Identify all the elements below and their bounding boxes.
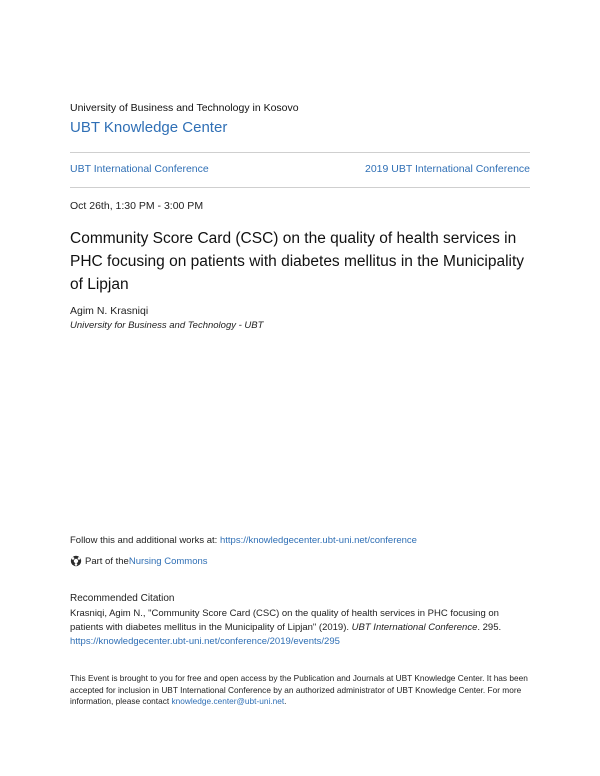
part-of-line bbox=[70, 555, 208, 567]
part-of-prefix: Part of the bbox=[85, 555, 129, 567]
author-name: Agim N. Krasniqi bbox=[70, 305, 149, 317]
notice-end: . bbox=[284, 696, 287, 706]
commons-network-icon bbox=[70, 555, 82, 567]
citation-url-link[interactable]: https://knowledgecenter.ubt-uni.net/conference/2019/events/295 bbox=[70, 636, 340, 647]
event-date-time: Oct 26th, 1:30 PM - 3:00 PM bbox=[70, 200, 204, 212]
citation-body: Krasniqi, Agim N., "Community Score Card (CSC) on the quality of health services in PHC focusing on patients with diabetes mellitus in the Municipality of Lipjan" (2019). bbox=[70, 608, 499, 633]
follow-prefix: Follow this and additional works at: bbox=[70, 535, 220, 546]
citation-number: . 295. bbox=[477, 622, 502, 633]
knowledge-center-link[interactable]: UBT Knowledge Center bbox=[70, 119, 228, 136]
event-title: Community Score Card (CSC) on the quality of health services in PHC focusing on patients with diabetes mellitus in the Municipality of Lipjan bbox=[70, 230, 525, 293]
follow-url-link[interactable]: https://knowledgecenter.ubt-uni.net/conference bbox=[219, 535, 417, 546]
nursing-commons-link[interactable]: Nursing Commons bbox=[128, 555, 208, 567]
divider-bottom bbox=[70, 187, 530, 188]
author-affiliation: University for Business and Technology - UBT bbox=[70, 320, 264, 331]
divider-top bbox=[70, 152, 530, 153]
contact-email-link[interactable]: knowledge.center@ubt-uni.net bbox=[171, 696, 285, 706]
citation-text bbox=[70, 607, 530, 649]
university-name: University of Business and Technology in Kosovo bbox=[70, 102, 299, 114]
citation-venue: UBT International Conference bbox=[351, 622, 478, 633]
follow-line bbox=[70, 535, 417, 546]
conference-link[interactable]: UBT International Conference bbox=[70, 163, 209, 175]
access-notice bbox=[70, 673, 530, 708]
conference-year-link[interactable]: 2019 UBT International Conference bbox=[365, 163, 530, 175]
notice-text: This Event is brought to you for free and open access by the Publication and Journals at UBT Knowledge Center. It has been accepted for inclusion in UBT International Conference by an authorized administrator of UBT Knowledge Center. For more information, please contact bbox=[70, 673, 528, 706]
recommended-citation-heading: Recommended Citation bbox=[70, 593, 175, 604]
